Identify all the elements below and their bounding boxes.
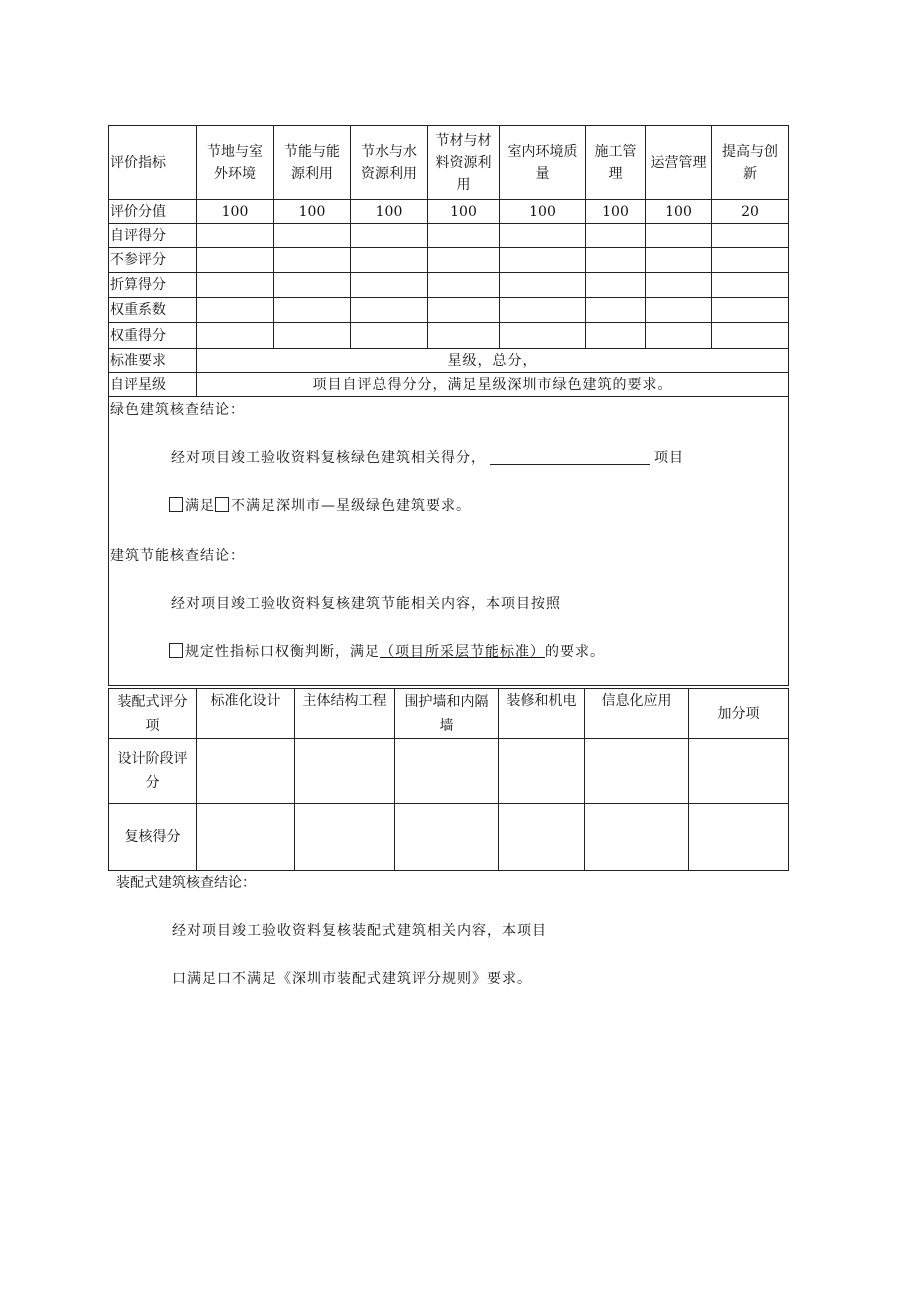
standard-req-row (109, 349, 789, 373)
empty-cell[interactable] (646, 273, 712, 298)
row-label: 评价分值 (109, 200, 197, 224)
energy-standard: （项目所采层节能标准） (380, 644, 545, 660)
assembly-header: 信息化应用 (585, 689, 689, 739)
design-score-row (109, 739, 789, 804)
energy-conclusion-line2 (169, 641, 605, 663)
empty-cell[interactable] (646, 323, 712, 349)
col-header: 节能与能源利用 (274, 126, 351, 200)
empty-cell[interactable] (274, 248, 351, 273)
empty-cell[interactable] (395, 739, 499, 804)
empty-cell[interactable] (712, 248, 789, 273)
green-conclusion-line1 (171, 447, 684, 469)
col-header: 运营管理 (646, 126, 712, 200)
option-meet: 满足 (185, 498, 215, 514)
score-cell: 100 (197, 200, 274, 224)
empty-cell[interactable] (646, 298, 712, 323)
assembly-conclusion-line1: 经对项目竣工验收资料复核装配式建筑相关内容，本项目 (172, 923, 547, 939)
empty-cell[interactable] (197, 323, 274, 349)
empty-cell[interactable] (499, 739, 585, 804)
empty-cell[interactable] (274, 298, 351, 323)
score-cell: 100 (646, 200, 712, 224)
empty-cell[interactable] (197, 248, 274, 273)
empty-cell[interactable] (351, 323, 428, 349)
empty-cell[interactable] (351, 298, 428, 323)
row-label: 权重得分 (109, 323, 197, 349)
row-label: 自评得分 (109, 224, 197, 248)
conclusion-cell (109, 397, 789, 686)
empty-cell[interactable] (428, 273, 500, 298)
col-header: 节材与材料资源利用 (428, 126, 500, 200)
empty-cell[interactable] (351, 224, 428, 248)
score-value-row (109, 200, 789, 224)
assembly-header: 标准化设计 (197, 689, 295, 739)
score-cell: 100 (500, 200, 586, 224)
row-label: 复核得分 (109, 804, 197, 871)
score-cell: 100 (274, 200, 351, 224)
empty-cell[interactable] (500, 224, 586, 248)
empty-cell[interactable] (295, 739, 395, 804)
empty-cell[interactable] (428, 248, 500, 273)
empty-cell[interactable] (500, 273, 586, 298)
energy-conclusion-line1: 经对项目竣工验收资料复核建筑节能相关内容，本项目按照 (171, 596, 561, 612)
energy-conclusion-title: 建筑节能核查结论： (110, 548, 245, 564)
conclusion-row (109, 397, 789, 686)
self-star-row (109, 373, 789, 397)
empty-cell[interactable] (712, 323, 789, 349)
row-label: 折算得分 (109, 273, 197, 298)
option-not-meet: 不满足深圳市—星级绿色建筑要求。 (231, 498, 471, 514)
empty-cell[interactable] (585, 804, 689, 871)
row-label: 标准要求 (109, 349, 197, 373)
empty-cell[interactable] (197, 224, 274, 248)
green-conclusion-title: 绿色建筑核查结论： (110, 402, 245, 418)
assembly-table (108, 688, 789, 871)
empty-cell[interactable] (585, 739, 689, 804)
empty-cell[interactable] (500, 298, 586, 323)
weight-coef-row (109, 298, 789, 323)
green-line1-suffix: 项目 (654, 450, 684, 466)
green-conclusion-options (169, 495, 471, 517)
empty-cell[interactable] (274, 224, 351, 248)
score-cell: 100 (428, 200, 500, 224)
checkbox-icon[interactable] (169, 643, 183, 658)
col-header: 提高与创新 (712, 126, 789, 200)
converted-row (109, 273, 789, 298)
empty-cell[interactable] (712, 224, 789, 248)
energy-line2-suffix: 的要求。 (545, 644, 605, 660)
empty-cell[interactable] (395, 804, 499, 871)
checkbox-icon[interactable] (169, 497, 183, 512)
assembly-header-row (109, 689, 789, 739)
col-header: 节水与水资源利用 (351, 126, 428, 200)
empty-cell[interactable] (586, 273, 646, 298)
empty-cell[interactable] (295, 804, 395, 871)
empty-cell[interactable] (274, 323, 351, 349)
self-score-row (109, 224, 789, 248)
empty-cell[interactable] (428, 298, 500, 323)
assembly-header: 主体结构工程 (295, 689, 395, 739)
empty-cell[interactable] (712, 273, 789, 298)
row-label: 不参评分 (109, 248, 197, 273)
empty-cell[interactable] (586, 298, 646, 323)
empty-cell[interactable] (500, 248, 586, 273)
row-label: 设计阶段评分 (109, 739, 197, 804)
header-label: 评价指标 (109, 126, 197, 200)
empty-cell[interactable] (712, 298, 789, 323)
assembly-conclusion-title: 装配式建筑核查结论： (116, 875, 256, 891)
empty-cell[interactable] (586, 224, 646, 248)
empty-cell[interactable] (197, 298, 274, 323)
header-row (109, 126, 789, 200)
score-cell: 20 (712, 200, 789, 224)
empty-cell[interactable] (197, 804, 295, 871)
empty-cell[interactable] (428, 224, 500, 248)
assembly-header: 围护墙和内隔墙 (395, 689, 499, 739)
empty-cell[interactable] (586, 323, 646, 349)
score-table (108, 125, 789, 686)
empty-cell[interactable] (428, 323, 500, 349)
assembly-conclusion-line2: 口满足口不满足《深圳市装配式建筑评分规则》要求。 (172, 971, 532, 987)
empty-cell[interactable] (351, 248, 428, 273)
review-score-row (109, 804, 789, 871)
empty-cell[interactable] (586, 248, 646, 273)
empty-cell[interactable] (197, 739, 295, 804)
green-line1-prefix: 经对项目竣工验收资料复核绿色建筑相关得分， (171, 450, 486, 466)
empty-cell[interactable] (351, 273, 428, 298)
empty-cell[interactable] (689, 804, 789, 871)
assembly-header: 装配式评分项 (109, 689, 197, 739)
empty-cell[interactable] (646, 248, 712, 273)
col-header: 施工管理 (586, 126, 646, 200)
empty-cell[interactable] (197, 273, 274, 298)
col-header: 节地与室外环境 (197, 126, 274, 200)
score-blank-line[interactable] (490, 449, 650, 465)
score-cell: 100 (351, 200, 428, 224)
row-label: 权重系数 (109, 298, 197, 323)
not-applicable-row (109, 248, 789, 273)
col-header: 室内环境质量 (500, 126, 586, 200)
empty-cell[interactable] (500, 323, 586, 349)
empty-cell[interactable] (689, 739, 789, 804)
weight-score-row (109, 323, 789, 349)
assembly-header: 装修和机电 (499, 689, 585, 739)
score-cell: 100 (586, 200, 646, 224)
empty-cell[interactable] (646, 224, 712, 248)
self-star-text: 项目自评总得分分，满足星级深圳市绿色建筑的要求。 (197, 373, 789, 397)
assembly-header: 加分项 (689, 689, 789, 739)
energy-line2-prefix: 规定性指标口权衡判断，满足 (185, 644, 380, 660)
empty-cell[interactable] (499, 804, 585, 871)
checkbox-icon[interactable] (215, 497, 229, 512)
empty-cell[interactable] (274, 273, 351, 298)
row-label: 自评星级 (109, 373, 197, 397)
standard-req-text: 星级，总分， (197, 349, 789, 373)
